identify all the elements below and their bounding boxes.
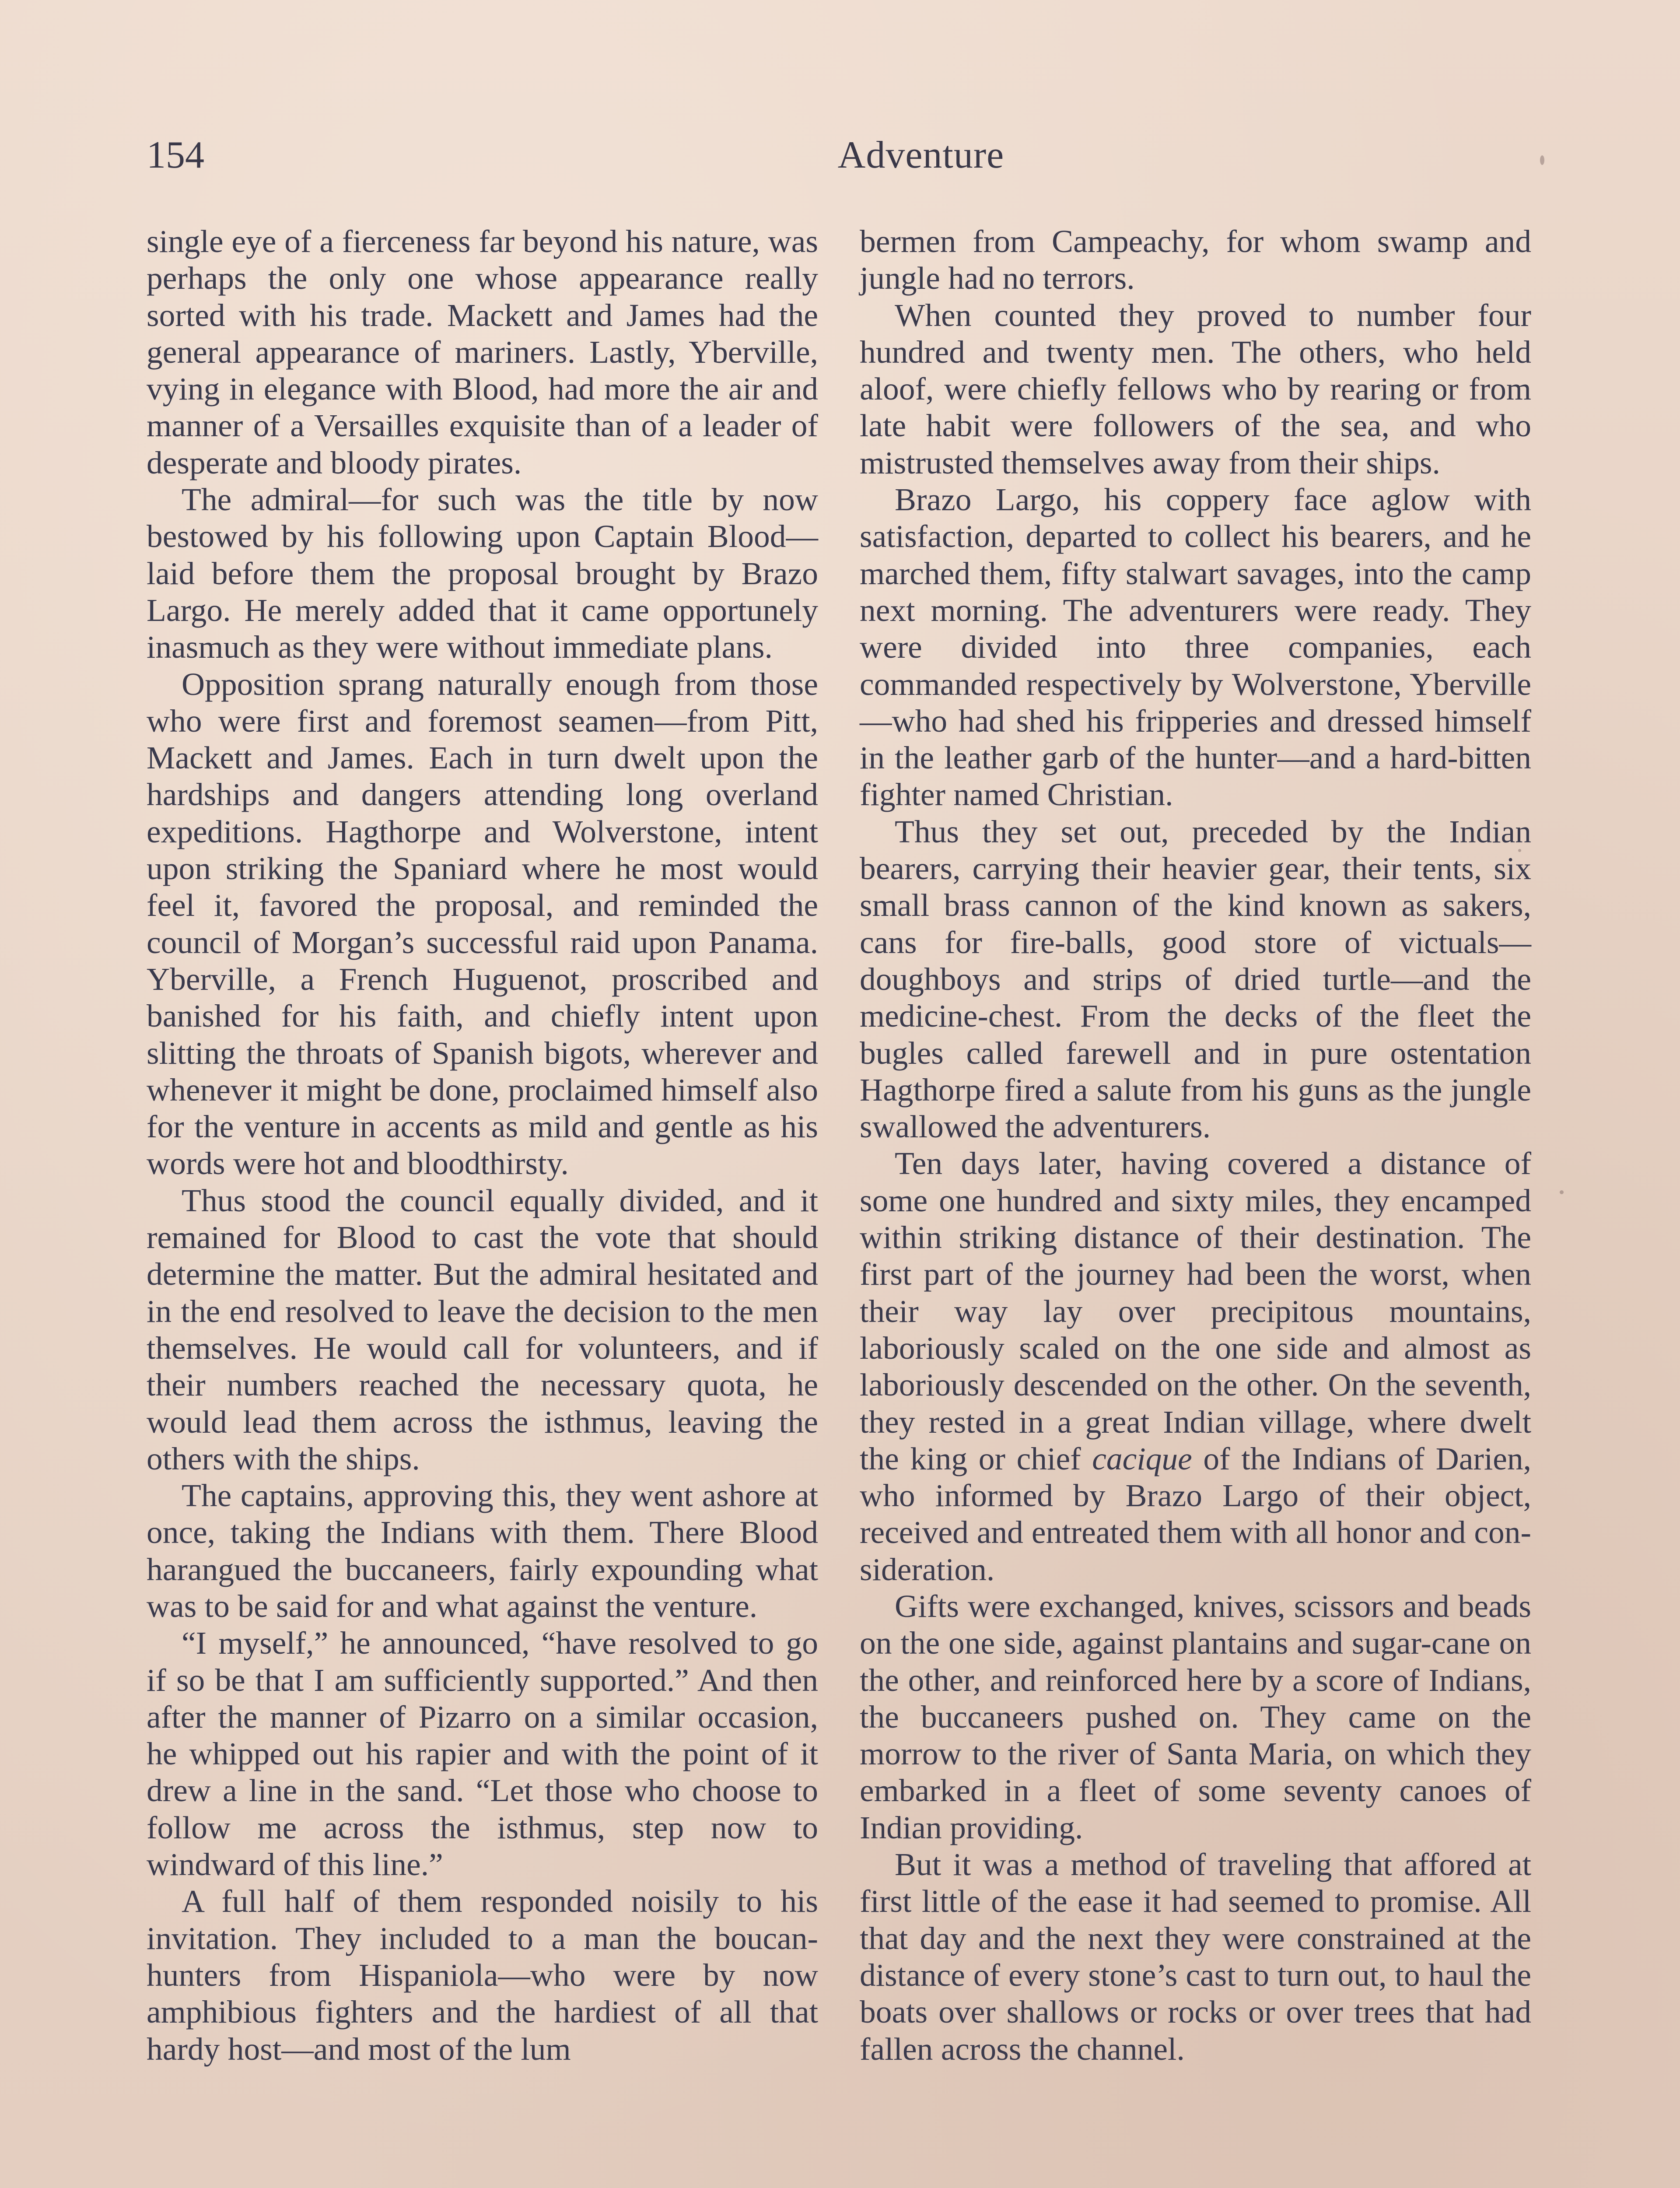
paper-speck	[1518, 849, 1521, 852]
paragraph: “I myself,” he announced, “have resolved to go if so be that I am sufficiently supported.” And then after the manner of Pizarro on a similar occasion, he whipped out his rapier and with the point of it drew a line in the sand. “Let those who choose to follow me across the isthmus, step now to windward of this line.”	[147, 1625, 818, 1883]
paper-speck	[1560, 1190, 1564, 1194]
paragraph: bermen from Campeachy, for whom swamp and jungle had no terrors.	[860, 224, 1531, 296]
running-head: Adventure	[837, 134, 1004, 176]
paragraph: A full half of them responded noisily to his invitation. They included to a man the boucan-hunters from Hispaniola—who were by now amphibious fighters and the hardiest of all that hardy host—and most of the lum	[147, 1883, 818, 2067]
page-number: 154	[147, 134, 204, 176]
paragraph: Thus they set out, preceded by the Indian bearers, carrying their heavier gear, their tents, six small brass cannon of the kind known as sakers, cans for fire-balls, good store of victuals—doughboys and strips of dried turtle—and the medicine-chest. From the decks of the fleet the bugles called farewell and in pure ostentation Hagthorpe fired a salute from his guns as the jungle swallowed the adventurers.	[860, 813, 1531, 1145]
paragraph: Opposition sprang naturally enough from those who were first and foremost seamen—from Pitt, Mackett and James. Each in turn dwelt upon the hardships and dangers attending long overland expeditions. Hagthorpe and Wolverstone, intent upon striking the Spaniard where he most would feel it, favored the proposal, and reminded the council of Morgan’s successful raid upon Panama. Yberville, a French Huguenot, proscribed and banished for his faith, and chiefly intent upon slitting the throats of Spanish bigots, wherever and whenever it might be done, proclaimed himself also for the venture in accents as mild and gentle as his words were hot and bloodthirsty.	[147, 666, 818, 1182]
paragraph-text: of the Indians of Darien, who informed by Brazo Largo of their object, received and entreated them with all honor and consideration.	[860, 1441, 1531, 1587]
paper-speck	[1540, 155, 1544, 165]
paragraph: single eye of a fierceness far beyond his nature, was perhaps the only one whose appearance really sorted with his trade. Mackett and James had the general appearance of mariners. Lastly, Yberville, vying in elegance with Blood, had more the air and manner of a Versailles exquisite than of a leader of desperate and bloody pirates.	[147, 224, 818, 480]
italic-word: cacique	[1092, 1441, 1192, 1476]
left-column	[147, 223, 818, 2068]
paragraph: Gifts were exchanged, knives, scissors and beads on the one side, against plantains and sugar-cane on the other, and reinforced here by a score of Indians, the buccaneers pushed on. They came on the morrow to the river of Santa Maria, on which they embarked in a fleet of some seventy canoes of Indian providing.	[860, 1588, 1531, 1845]
paragraph-text: Ten days later, having covered a distance of some one hundred and sixty miles, they encamped within striking distance of their destination. The first part of the journey had been the worst, when their way lay over precipitous mountains, laboriously scaled on the one side and almost as laboriously descended on the other. On the seventh, they rested in a great Indian village, where dwelt the king or chief	[860, 1146, 1531, 1476]
paragraph: Thus stood the council equally divided, and it remained for Blood to cast the vote that should determine the matter. But the admiral hesitated and in the end resolved to leave the decision to the men themselves. He would call for volunteers, and if their numbers reached the necessary quota, he would lead them across the isthmus, leaving the others with the ships.	[147, 1182, 818, 1476]
paragraph: The admiral—for such was the title by now bestowed by his following upon Captain Blood—laid before them the proposal brought by Brazo Largo. He merely added that it came opportunely inasmuch as they were without immediate plans.	[147, 482, 818, 665]
paragraph: The captains, approving this, they went ashore at once, taking the Indians with them. There Blood harangued the buccaneers, fairly expounding what was to be said for and what against the venture.	[147, 1478, 818, 1624]
paragraph: Brazo Largo, his coppery face aglow with satisfaction, departed to collect his bearers, and he marched them, fifty stalwart savages, into the camp next morning. The adventurers were ready. They were divided into three companies, each commanded respectively by Wolverstone, Yberville—who had shed his fripperies and dressed himself in the leather garb of the hunter—and a hard-bitten fighter named Christian.	[860, 482, 1531, 813]
paragraph-with-italic	[860, 1145, 1531, 1588]
page-header	[147, 133, 1547, 190]
paragraph: When counted they proved to number four hundred and twenty men. The others, who held aloof, were chiefly fellows who by rearing or from late habit were followers of the sea, and who mistrusted themselves away from their ships.	[860, 297, 1531, 480]
paragraph: But it was a method of traveling that affored at first little of the ease it had seemed to promise. All that day and the next they were constrained at the distance of every stone’s cast to turn out, to haul the boats over shallows or rocks or over trees that had fallen across the channel.	[860, 1847, 1531, 2067]
right-column	[860, 223, 1531, 2068]
